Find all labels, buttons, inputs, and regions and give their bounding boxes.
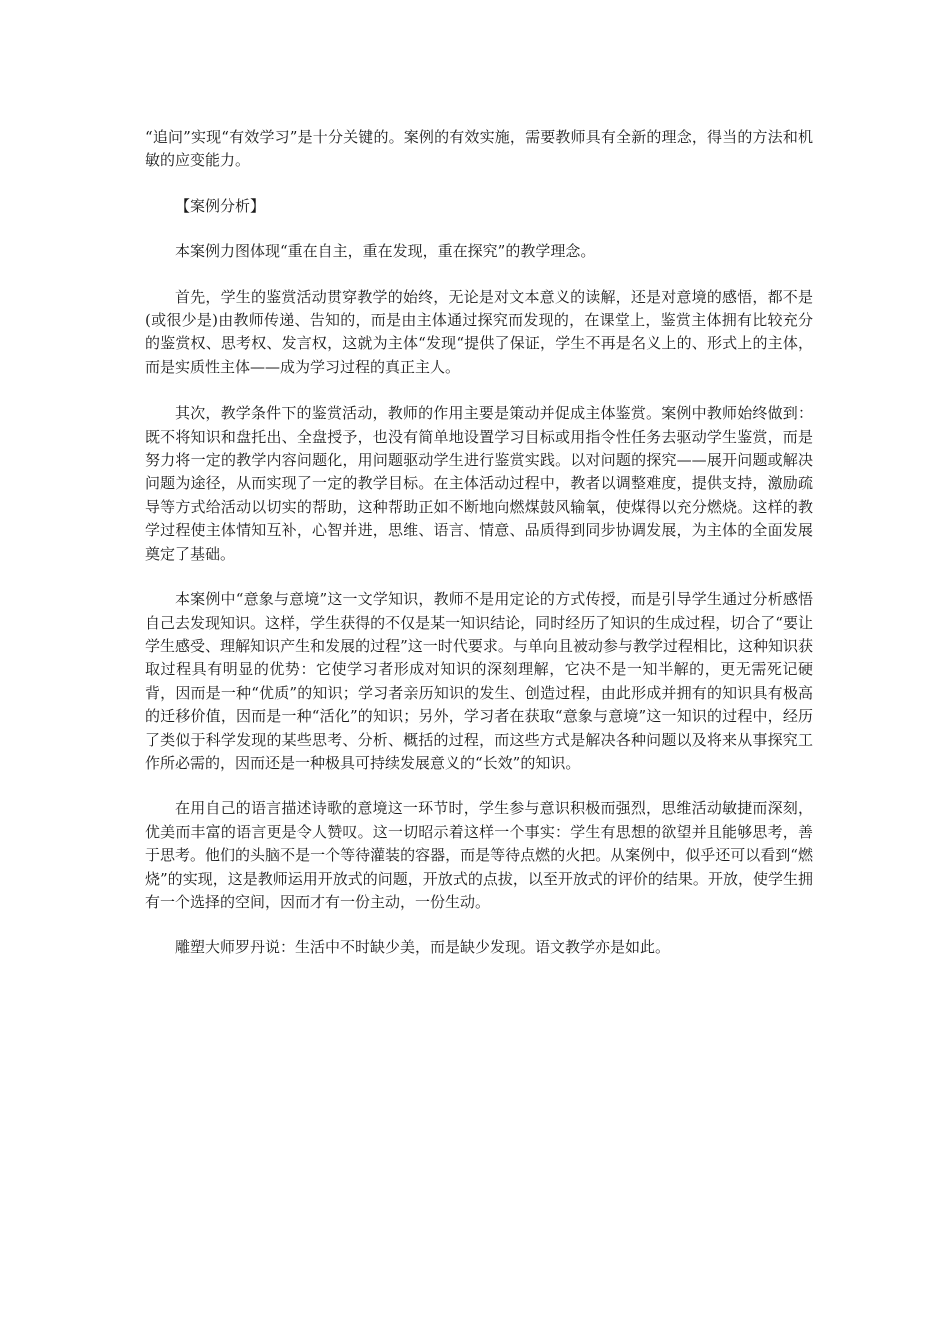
- section-heading: 【案例分析】: [175, 196, 266, 215]
- document-page: [145, 126, 813, 960]
- paragraph-intro: “追问”实现“有效学习”是十分关键的。案例的有效实施，需要教师具有全新的理念，得当的方法和机敏的应变能力。: [145, 128, 813, 170]
- paragraph-first: 首先，学生的鉴赏活动贯穿教学的始终，无论是对文本意义的读解，还是对意境的感悟，都不是(或很少是)由教师传递、告知的，而是由主体通过探究而发现的，在课堂上，鉴赏主体拥有比较充分的鉴赏权、思考权、发言权，这就为主体“发现“提供了保证，学生不再是名义上的、形式上的主体，而是实质性主体——成为学习过程的真正主人。: [145, 287, 813, 376]
- paragraph-language: 在用自己的语言描述诗歌的意境这一环节时，学生参与意识积极而强烈，思维活动敏捷而深刻，优美而丰富的语言更是令人赞叹。这一切昭示着这样一个事实：学生有思想的欲望并且能够思考，善于思考。他们的头脑不是一个等待灌装的容器，而是等待点燃的火把。从案例中，似乎还可以看到“燃烧”的实现，这是教师运用开放式的问题，开放式的点拔，以至开放式的评价的结果。开放，使学生拥有一个选择的空间，因而才有一份主动，一份生动。: [145, 799, 813, 911]
- paragraph-second: 其次，教学条件下的鉴赏活动，教师的作用主要是策动并促成主体鉴赏。案例中教师始终做到：既不将知识和盘托出、全盘授予，也没有简单地设置学习目标或用指令性任务去驱动学生鉴赏，而是努力将一定的教学内容问题化，用问题驱动学生进行鉴赏实践。以对问题的探究——展开问题或解决问题为途径，从而实现了一定的教学目标。在主体活动过程中，教者以调整难度，提供支持，激励疏导等方式给活动以切实的帮助，这种帮助正如不断地向燃煤鼓风输氧，使煤得以充分燃烧。这样的教学过程使主体情知互补，心智并进，思维、语言、情意、品质得到同步协调发展，为主体的全面发展奠定了基础。: [145, 404, 813, 563]
- paragraph-conclusion: 雕塑大师罗丹说：生活中不时缺少美，而是缺少发现。语文教学亦是如此。: [175, 938, 671, 957]
- paragraph-thesis: 本案例力图体现“重在自主，重在发现，重在探究”的教学理念。: [175, 242, 596, 261]
- paragraph-knowledge: 本案例中“意象与意境”这一文学知识，教师不是用定论的方式传授，而是引导学生通过分析感悟自己去发现知识。这样，学生获得的不仅是某一知识结论，同时经历了知识的生成过程，切合了“要让学生感受、理解知识产生和发展的过程”这一时代要求。与单向且被动参与教学过程相比，这种知识获取过程具有明显的优势：它使学习者形成对知识的深刻理解，它决不是一知半解的，更无需死记硬背，因而是一种“优质”的知识；学习者亲历知识的发生、创造过程，由此形成并拥有的知识具有极高的迁移价值，因而是一种“活化”的知识；另外，学习者在获取“意象与意境”这一知识的过程中，经历了类似于科学发现的某些思考、分析、概括的过程，而这些方式是解决各种问题以及将来从事探究工作所必需的，因而还是一种极具可持续发展意义的“长效”的知识。: [145, 590, 813, 772]
